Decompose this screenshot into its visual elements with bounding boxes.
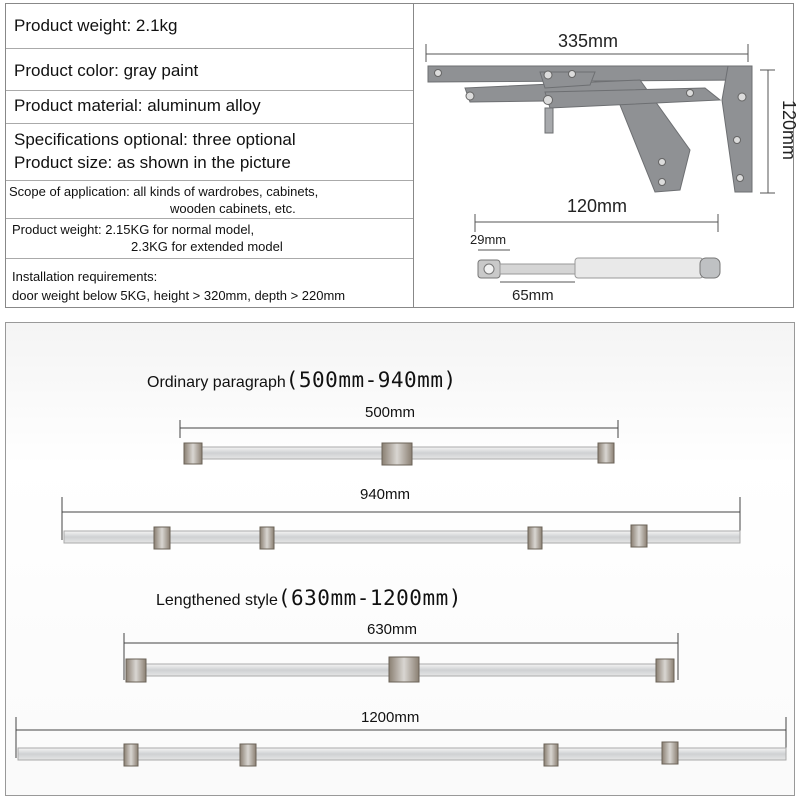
spec-scope-2: wooden cabinets, etc. [170, 201, 296, 216]
strut-length: 120mm [566, 196, 628, 216]
rod4-dimension: 1200mm [361, 709, 420, 726]
ordinary-title: Ordinary paragraph [147, 374, 286, 391]
spec-weight2-1: Product weight: 2.15KG for normal model, [12, 222, 255, 237]
ordinary-range: (500mm-940mm) [285, 368, 457, 392]
width-dimension: 335mm [557, 31, 619, 51]
lengthened-title: Lengthened style [156, 592, 278, 609]
spec-optional: Specifications optional: three optional [14, 130, 296, 149]
spec-color: Product color: gray paint [14, 61, 199, 80]
strut-rod-dimension: 65mm [512, 287, 554, 304]
spec-weight: Product weight: 2.1kg [14, 16, 178, 35]
rod-1200 [16, 717, 786, 766]
spec-install-1: Installation requirements: [12, 269, 158, 284]
spec-size: Product size: as shown in the picture [14, 153, 291, 172]
spec-material: Product material: aluminum alloy [14, 96, 261, 115]
rod-630 [124, 633, 678, 682]
spec-scope-1: Scope of application: all kinds of wardrobes, cabinets, [9, 184, 319, 199]
lengthened-range: (630mm-1200mm) [277, 586, 462, 610]
rod1-dimension: 500mm [365, 404, 416, 421]
rod-940 [62, 497, 740, 549]
spec-weight2-2: 2.3KG for extended model [131, 239, 283, 254]
rod3-dimension: 630mm [367, 621, 418, 638]
height-dimension: 120mm [779, 99, 799, 161]
rod2-dimension: 940mm [360, 486, 411, 503]
rod-500 [180, 420, 618, 465]
spec-install-2: door weight below 5KG, height > 320mm, depth > 220mm [12, 288, 346, 303]
strut-end-dimension: 29mm [470, 232, 507, 247]
